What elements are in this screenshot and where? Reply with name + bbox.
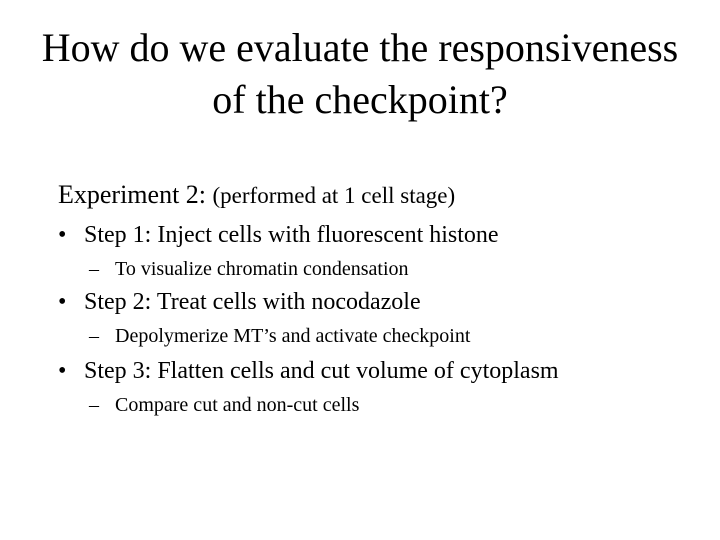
bullet-marker: • — [58, 222, 67, 248]
step-1-item — [58, 220, 499, 250]
step-2-text: Step 2: Treat cells with nocodazole — [84, 289, 421, 315]
dash-marker: – — [89, 394, 99, 416]
step-2-subitem — [89, 323, 470, 349]
step-1-sub-text: To visualize chromatin condensation — [115, 258, 409, 280]
experiment-label: Experiment 2: — [58, 180, 207, 209]
experiment-detail: (performed at 1 cell stage) — [212, 183, 456, 208]
step-2-sub-text: Depolymerize MT’s and activate checkpoint — [115, 325, 471, 347]
step-3-sub-text: Compare cut and non-cut cells — [115, 394, 360, 416]
step-3-text: Step 3: Flatten cells and cut volume of cytoplasm — [84, 358, 559, 384]
step-3-subitem — [89, 392, 359, 418]
dash-marker: – — [89, 258, 99, 280]
bullet-marker: • — [58, 358, 67, 384]
slide-title-line-1: How do we evaluate the responsiveness — [41, 25, 679, 70]
experiment-heading — [58, 178, 455, 213]
slide-title-line-2: of the checkpoint? — [212, 77, 508, 122]
slide-title — [0, 22, 720, 126]
bullet-marker: • — [58, 289, 67, 315]
step-1-subitem — [89, 256, 409, 282]
step-3-item — [58, 356, 559, 386]
dash-marker: – — [89, 325, 99, 347]
step-2-item — [58, 287, 421, 317]
step-1-text: Step 1: Inject cells with fluorescent histone — [84, 222, 499, 248]
